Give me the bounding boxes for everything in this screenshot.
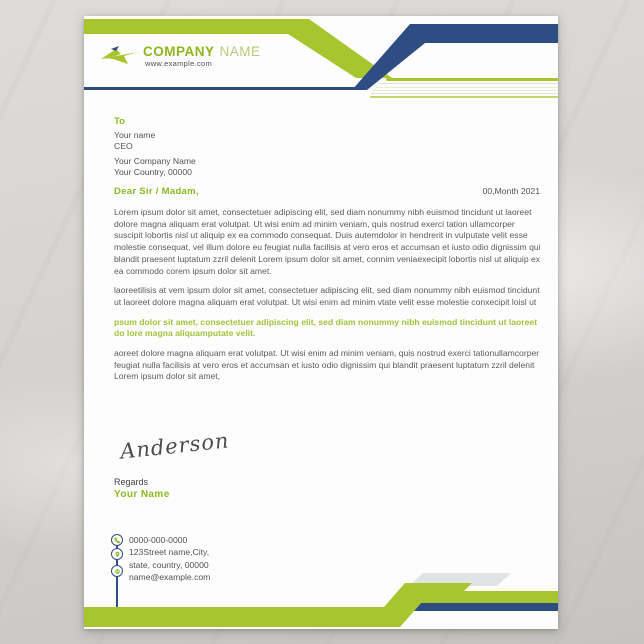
recipient-name: Your name [114,130,156,140]
paragraph-4: aoreet dolore magna aliquam erat volutpat. Ut wisi enim ad minim veniam, quis nostrud exerci tationullamcorper feugiat nulla facilisis at vero eros et accumsan et iusto odio dignissim qui blandit praesent luptatum zzril delenit Lorem ipsum dolor sit amet, [114,348,540,382]
paragraph-1: Lorem ipsum dolor sit amet, consectetuer adipiscing elit, sed diam nonummy nibh euismod tincidunt ut laoreet dolore magna aliquam erat volutpat. Ut wisi enim ad minim veniam, quis nostrud exerci tation ullamcorper suscipit lobortis nisl ut aliquip ex ea commodo consequat. Duis autemdolor in hendrerit in vulputate velit esse molestie consequat, vel illum dolore eu feugiat nulla facilisis at vero eros et accumsan et iusto odio dignissim qui blandit praesent luptatum zzril delenit Lorem ipsum dolor sit amet, connim veniaexecipit lobortis nisl ut aliquip ex ea commodo corem ipsum dolor sit amet. [114,207,541,276]
salutation-row [114,186,540,197]
header-fan-line [373,90,558,91]
contact-address-line2: state, country, 00000 [129,559,209,570]
recipient-title: CEO [114,141,133,151]
footer-decoration [84,566,558,629]
header-fan-line [376,87,558,88]
letter-date: 00,Month 2021 [482,186,540,196]
signer-name: Your Name [114,489,170,500]
letterhead-page [84,16,558,629]
contact-phone: 0000-000-0000 [129,535,188,545]
contact-email: name@example.com [129,571,211,582]
salutation: Dear Sir / Madam, [114,186,199,197]
recipient-company: Your Company Name [114,156,196,166]
header-fan-line [371,93,558,94]
regards-label: Regards [114,477,149,487]
recipient-country: Your Country, 00000 [114,167,192,177]
recipient-block [114,116,196,178]
header-fan-line [370,96,558,98]
company-name-secondary: NAME [219,44,261,59]
signature-script: Anderson [119,428,231,464]
header-fan-line [380,83,558,84]
letter-body [114,207,541,391]
phone-icon [111,534,123,546]
paragraph-2: laoreetilisis at vem ipsum dolor sit amet, consectetuer adipiscing elit, sed diam nonummy nibh euismod tincidunt ut laoreet dolore magna aliquam erat volutpat. Ut wisi enim ad minim vtate velit esse molestie conxecipit loisl ut [114,285,540,307]
company-name-primary: COMPANY [143,44,215,59]
paragraph-3-highlight: psum dolor sit amet, consectetuer adipiscing elit, sed diam nonummy nibh euismod tincidunt ut laoreet do lore magna aliquamputate velit. [114,316,538,339]
company-website: www.example.com [145,59,213,68]
bird-logo-icon [101,42,141,67]
header-blue-rule [84,87,361,90]
recipient-label: To [114,116,125,127]
contact-address-line1: 123Street name,City, [129,547,210,558]
header-fan-line [386,78,558,81]
location-pin-icon [111,548,123,560]
